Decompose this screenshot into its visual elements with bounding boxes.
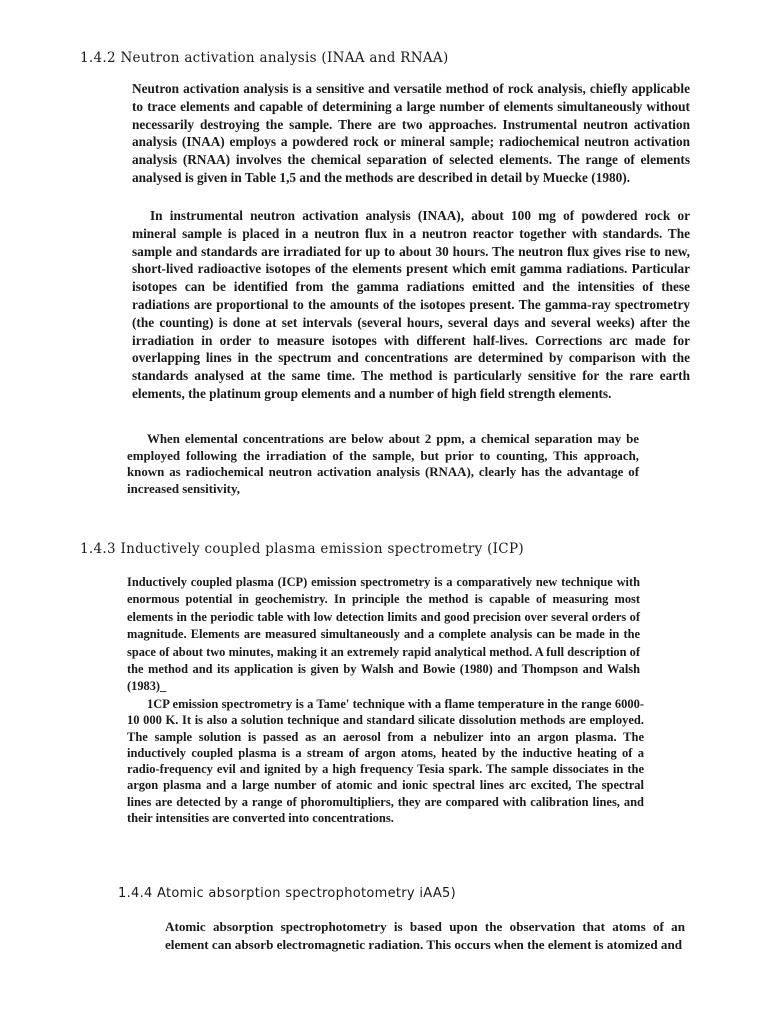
paragraph-naa-intro: Neutron activation analysis is a sensitive and versatile method of rock analysis, chiefly applicable to trace elements and capable of determining a large number of elements simultaneously without necessarily destroying the sample. There are two approaches. Instrumental neutron activation analysis (INAA) employs a powdered rock or mineral sample; radiochemical neutron activation analysis (RNAA) involves the chemical separation of selected elements. The range of elements analysed is given in Table 1,5 and the methods are described in detail by Muecke (1980). (132, 81, 690, 185)
paragraph-aas-intro: Atomic absorption spectrophotometry is based upon the observation that atoms of an element can absorb electromagnetic radiation. This occurs when the element is atomized and (165, 919, 685, 952)
paragraph-icp-method: 1CP emission spectrometry is a Tame' technique with a flame temperature in the range 6000-10 000 K. It is also a solution technique and standard silicate dissolution methods are employed. The sample solution is passed as an aerosol from a nebulizer into an argon plasma. The inductively coupled plasma is a stream of argon atoms, heated by the inductive heating of a radio-frequency evil and ignited by a high frequency Tesia spark. The sample dissociates in the argon plasma and a large number of atomic and ionic spectral lines arc excited, The spectral lines are detected by a range of phoromultipliers, they are compared with calibration lines, and their intensities are converted into concentrations. (127, 697, 644, 826)
section-heading-icp: 1.4.3 Inductively coupled plasma emission spectrometry (ICP) (80, 541, 524, 557)
section-heading-aas: 1.4.4 Atomic absorption spectrophotometry iAA5) (118, 886, 456, 901)
section-heading-naa: 1.4.2 Neutron activation analysis (INAA and RNAA) (80, 50, 449, 66)
paragraph-naa-rnaa: When elemental concentrations are below about 2 ppm, a chemical separation may be employed following the irradiation of the sample, but prior to counting, This approach, known as radiochemical neutron activation analysis (RNAA), clearly has the advantage of increased sensitivity, (127, 432, 639, 496)
paragraph-naa-inaa: In instrumental neutron activation analysis (INAA), about 100 mg of powdered rock or mineral sample is placed in a neutron flux in a neutron reactor together with standards. The sample and standards are irradiated for up to about 30 hours. The neutron flux gives rise to new, short-lived radioactive isotopes of the elements present which emit gamma radiations. Particular isotopes can be identified from the gamma radiations emitted and the intensities of these radiations are proportional to the amounts of the isotopes present. The gamma-ray spectrometry (the counting) is done at set intervals (several hours, several days and several weeks) after the irradiation in order to measure isotopes with different half-lives. Corrections arc made for overlapping lines in the spectrum and concentrations are determined by comparison with the standards analysed at the same time. The method is particularly sensitive for the rare earth elements, the platinum group elements and a number of high field strength elements. (132, 208, 690, 401)
paragraph-icp-intro: Inductively coupled plasma (ICP) emission spectrometry is a comparatively new technique with enormous potential in geochemistry. In principle the method is capable of measuring most elements in the periodic table with low detection limits and good precision over several orders of magnitude. Elements are measured simultaneously and a complete analysis can be made in the space of about two minutes, making it an extremely rapid analytical method. A full description of the method and its application is given by Walsh and Bowie (1980) and Thompson and Walsh (1983)_ (127, 575, 640, 694)
